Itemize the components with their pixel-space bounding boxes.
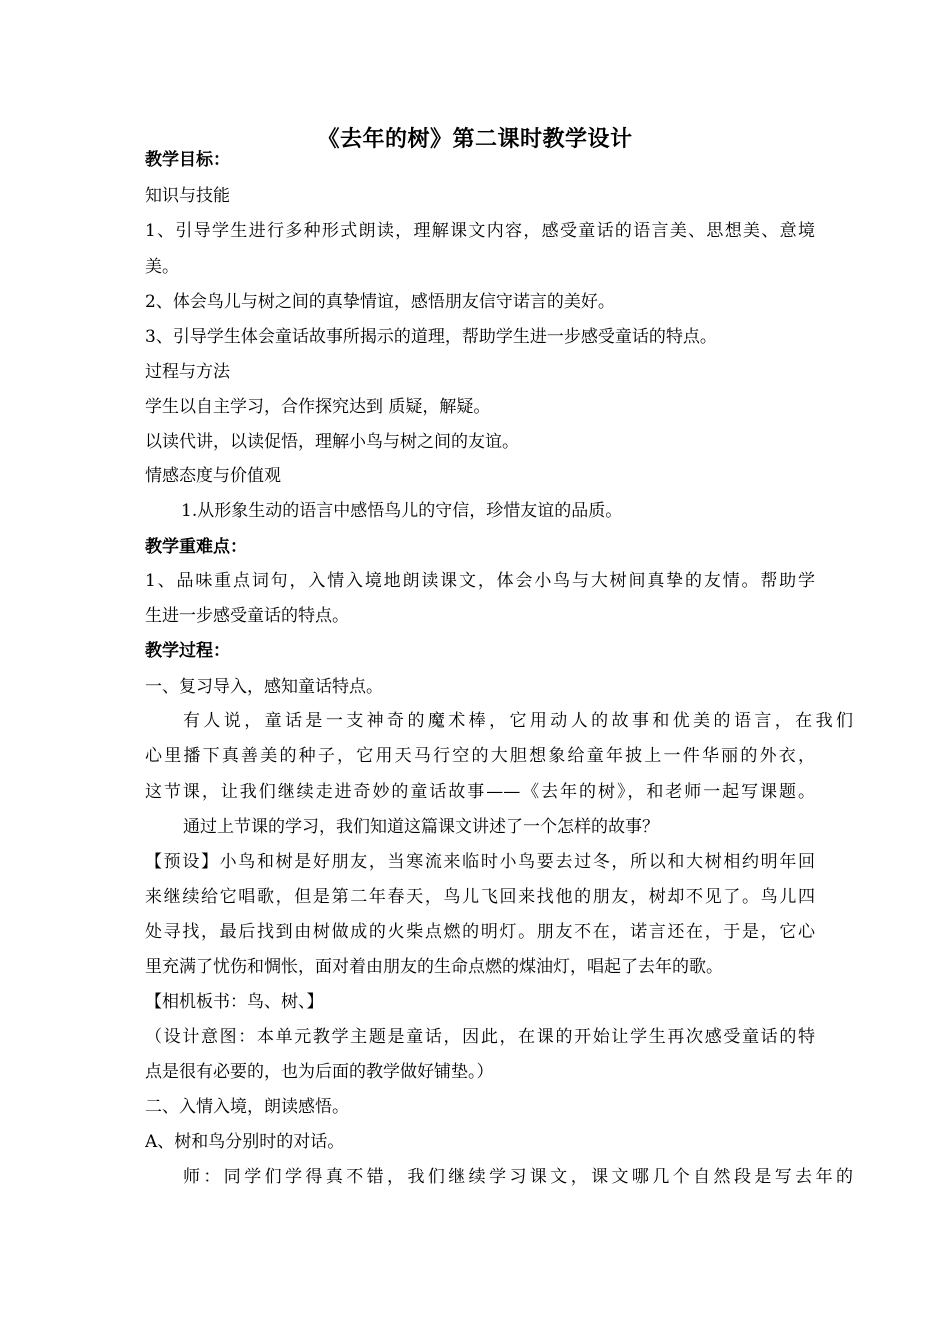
goal-item-2: 2、体会鸟儿与树之间的真挚情谊，感悟朋友信守诺言的美好。: [145, 292, 615, 312]
emotion-item-1: 1.从形象生动的语言中感悟鸟儿的守信，珍惜友谊的品质。: [181, 501, 623, 521]
design-intent-line-2: 点是很有必要的，也为后面的教学做好铺垫。）: [145, 1062, 494, 1082]
process-step-1-heading: 一、复习导入，感知童话特点。: [145, 677, 383, 697]
goal-item-3: 3、引导学生体会童话故事所揭示的道理，帮助学生进一步感受童话的特点。: [145, 327, 717, 347]
teacher-line: 师：同学们学得真不错，我们继续学习课文，课文哪几个自然段是写去年的: [183, 1167, 853, 1187]
paragraph-intro-line-2: 心里播下真善美的种子，它用天马行空的大胆想象给童年披上一件华丽的外衣，: [145, 746, 815, 766]
sub-step-a-heading: A、树和鸟分别时的对话。: [145, 1132, 345, 1152]
goal-item-1-continued: 美。: [145, 257, 179, 277]
difficulty-item-1: 1、品味重点词句，入情入境地朗读课文，体会小鸟与大树间真挚的友情。帮助学: [145, 571, 815, 591]
goal-item-1: 1、引导学生进行多种形式朗读，理解课文内容，感受童话的语言美、思想美、意境: [145, 221, 815, 241]
blackboard-note: 【相机板书：鸟、树、】: [145, 992, 324, 1012]
preset-answer-line-4: 里充满了忧伤和惆怅，面对着由朋友的生命点燃的煤油灯，唱起了去年的歌。: [145, 957, 723, 977]
document-title: 《去年的树》第二课时教学设计: [317, 126, 633, 152]
subheading-process-method: 过程与方法: [145, 362, 230, 382]
method-item-1: 学生以自主学习，合作探究达到 质疑，解疑。: [145, 397, 491, 417]
heading-teaching-process: 教学过程：: [145, 641, 230, 661]
preset-answer-line-2: 来继续给它唱歌，但是第二年春天，鸟儿飞回来找他的朋友，树却不见了。鸟儿四: [145, 887, 815, 907]
difficulty-item-1-continued: 生进一步感受童话的特点。: [145, 606, 349, 626]
question-line: 通过上节课的学习，我们知道这篇课文讲述了一个怎样的故事？: [183, 817, 659, 837]
design-intent-line-1: （设计意图：本单元教学主题是童话，因此，在课的开始让学生再次感受童话的特: [145, 1027, 815, 1047]
heading-teaching-goals: 教学目标：: [145, 150, 230, 170]
method-item-2: 以读代讲，以读促悟，理解小鸟与树之间的友谊。: [145, 432, 519, 452]
preset-answer-line-3: 处寻找，最后找到由树做成的火柴点燃的明灯。朋友不在，诺言还在，于是，它心: [145, 922, 815, 942]
subheading-emotion-values: 情感态度与价值观: [145, 466, 281, 486]
subheading-knowledge-skills: 知识与技能: [145, 186, 230, 206]
paragraph-intro-line-1: 有人说，童话是一支神奇的魔术棒，它用动人的故事和优美的语言，在我们: [183, 711, 853, 731]
preset-answer-line-1: 【预设】小鸟和树是好朋友，当寒流来临时小鸟要去过冬，所以和大树相约明年回: [145, 852, 815, 872]
paragraph-intro-line-3: 这节课，让我们继续走进奇妙的童话故事——《去年的树》，和老师一起写课题。: [145, 782, 815, 802]
heading-key-difficulties: 教学重难点：: [145, 537, 247, 557]
process-step-2-heading: 二、入情入境，朗读感悟。: [145, 1097, 349, 1117]
